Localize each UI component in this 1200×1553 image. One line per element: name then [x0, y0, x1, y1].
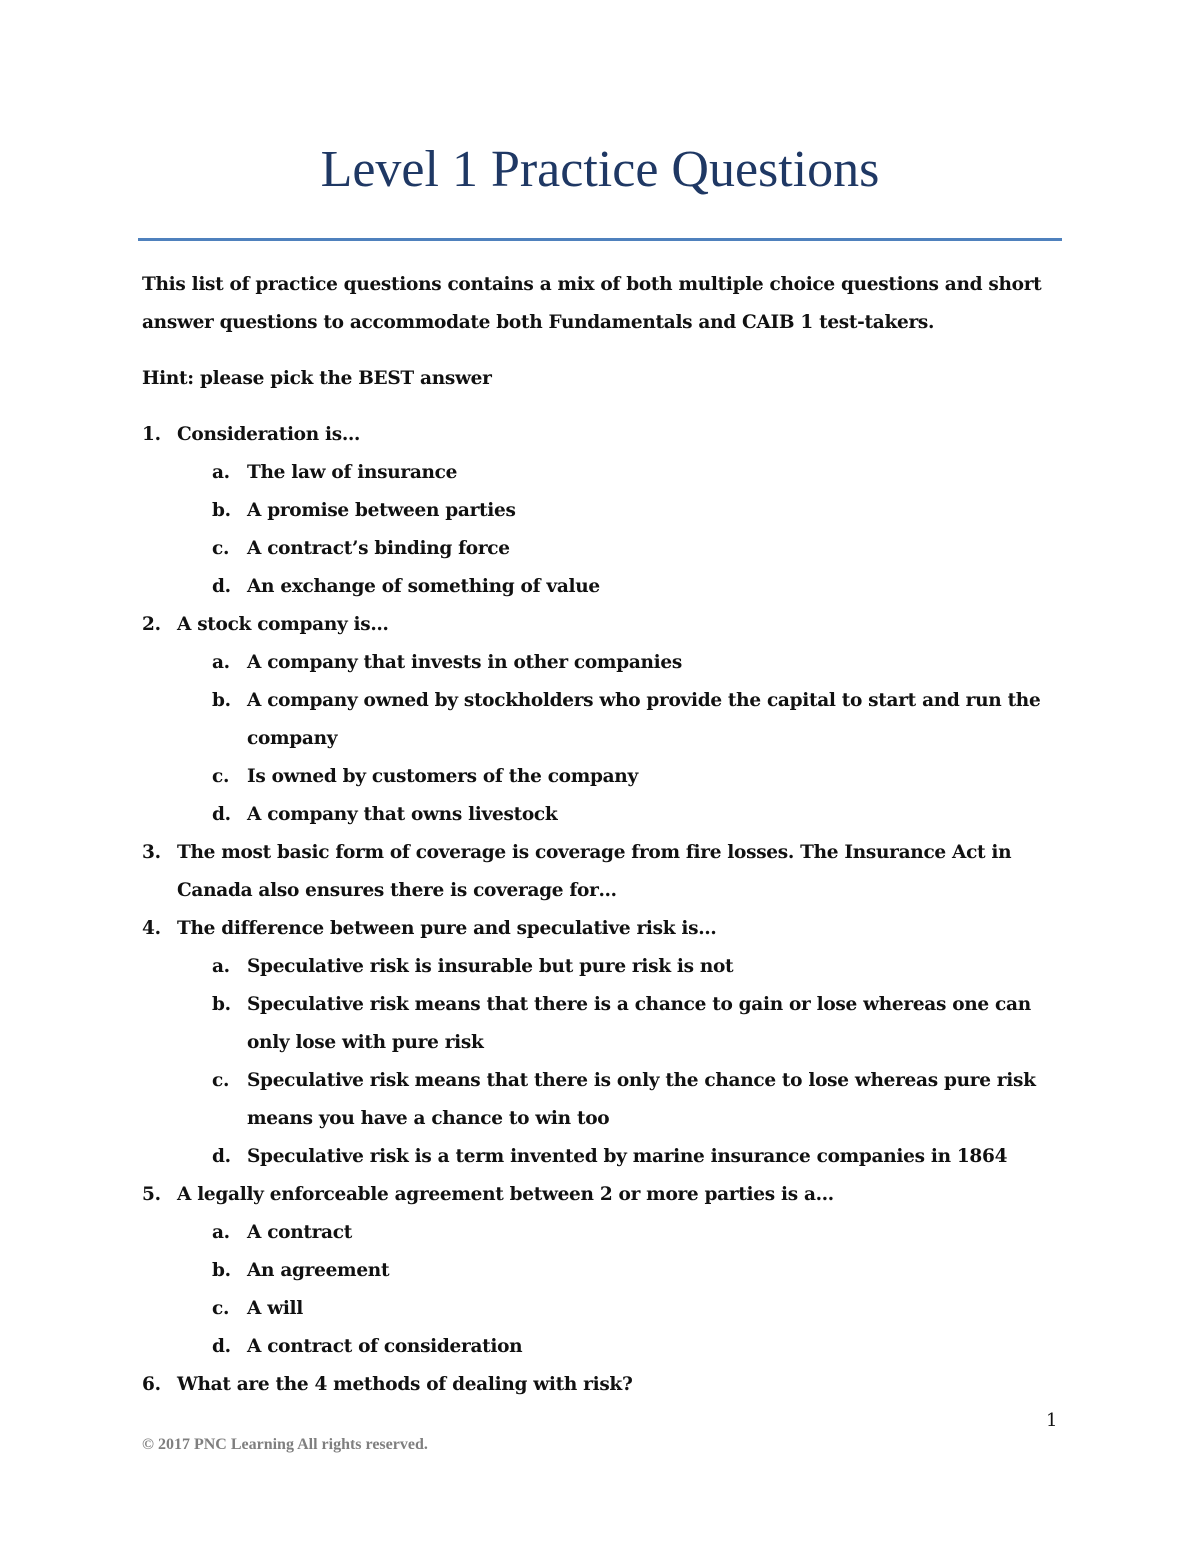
option-text: A company that invests in other companies [247, 652, 682, 673]
option-text: An agreement [247, 1260, 390, 1281]
option-letter: d. [212, 1336, 231, 1357]
option-text: A company that owns livestock [247, 804, 558, 825]
answer-option [142, 1214, 1062, 1252]
answer-option [142, 1062, 1062, 1138]
option-text: A contract of consideration [247, 1336, 523, 1357]
option-text: A contract [247, 1222, 352, 1243]
answer-option [142, 948, 1062, 986]
option-letter: a. [212, 462, 230, 483]
option-letter: b. [212, 994, 231, 1015]
option-letter: c. [212, 1070, 230, 1091]
option-text: Speculative risk is a term invented by marine insurance companies in 1864 [247, 1146, 1008, 1167]
question-text: The most basic form of coverage is coverage from fire losses. The Insurance Act in Canada also ensures there is coverage for… [177, 842, 1012, 901]
hint-text: Hint: please pick the BEST answer [142, 368, 492, 389]
option-list [177, 948, 1062, 1176]
option-text: An exchange of something of value [247, 576, 600, 597]
option-letter: a. [212, 652, 230, 673]
question-number: 3. [142, 842, 161, 863]
option-list [177, 1214, 1062, 1366]
answer-option [142, 568, 1062, 606]
question-item [142, 606, 1062, 834]
answer-option [142, 1252, 1062, 1290]
answer-option [142, 454, 1062, 492]
question-item [142, 910, 1062, 1176]
question-number: 6. [142, 1374, 161, 1395]
question-list [142, 416, 1062, 1404]
option-letter: c. [212, 538, 230, 559]
question-item [142, 834, 1062, 910]
copyright-footer: © 2017 PNC Learning All rights reserved. [142, 1436, 428, 1453]
option-letter: b. [212, 690, 231, 711]
question-text: Consideration is… [177, 424, 361, 445]
option-text: The law of insurance [247, 462, 458, 483]
option-text: Is owned by customers of the company [247, 766, 638, 787]
option-text: A contract’s binding force [247, 538, 510, 559]
document-body [142, 266, 1062, 1404]
option-text: Speculative risk means that there is only the chance to lose whereas pure risk means you have a chance to win too [247, 1070, 1036, 1129]
option-letter: d. [212, 804, 231, 825]
question-item [142, 416, 1062, 606]
title-divider [138, 238, 1062, 241]
question-text: A legally enforceable agreement between 2 or more parties is a… [177, 1184, 834, 1205]
option-letter: d. [212, 576, 231, 597]
option-text: A promise between parties [247, 500, 516, 521]
option-letter: c. [212, 1298, 230, 1319]
answer-option [142, 530, 1062, 568]
answer-option [142, 796, 1062, 834]
option-text: A company owned by stockholders who provide the capital to start and run the company [247, 690, 1041, 749]
option-text: Speculative risk means that there is a chance to gain or lose whereas one can only lose with pure risk [247, 994, 1031, 1053]
answer-option [142, 682, 1062, 758]
question-number: 5. [142, 1184, 161, 1205]
answer-option [142, 492, 1062, 530]
answer-option [142, 1328, 1062, 1366]
option-letter: d. [212, 1146, 231, 1167]
option-letter: a. [212, 1222, 230, 1243]
option-list [177, 454, 1062, 606]
option-letter: b. [212, 500, 231, 521]
answer-option [142, 1138, 1062, 1176]
answer-option [142, 644, 1062, 682]
option-text: Speculative risk is insurable but pure risk is not [247, 956, 734, 977]
answer-option [142, 1290, 1062, 1328]
answer-option [142, 986, 1062, 1062]
question-item [142, 1176, 1062, 1366]
question-number: 1. [142, 424, 161, 445]
intro-paragraph: This list of practice questions contains a mix of both multiple choice questions and short answer questions to accommodate both Fundamentals and CAIB 1 test-takers. [142, 274, 1042, 333]
question-number: 2. [142, 614, 161, 635]
page-number: 1 [1046, 1410, 1058, 1431]
option-letter: b. [212, 1260, 231, 1281]
option-text: A will [247, 1298, 304, 1319]
question-number: 4. [142, 918, 161, 939]
question-text: The difference between pure and speculative risk is… [177, 918, 717, 939]
question-text: What are the 4 methods of dealing with risk? [177, 1374, 633, 1395]
option-letter: a. [212, 956, 230, 977]
question-item [142, 1366, 1062, 1404]
page-title: Level 1 Practice Questions [320, 141, 880, 198]
option-letter: c. [212, 766, 230, 787]
answer-option [142, 758, 1062, 796]
option-list [177, 644, 1062, 834]
question-text: A stock company is… [177, 614, 389, 635]
